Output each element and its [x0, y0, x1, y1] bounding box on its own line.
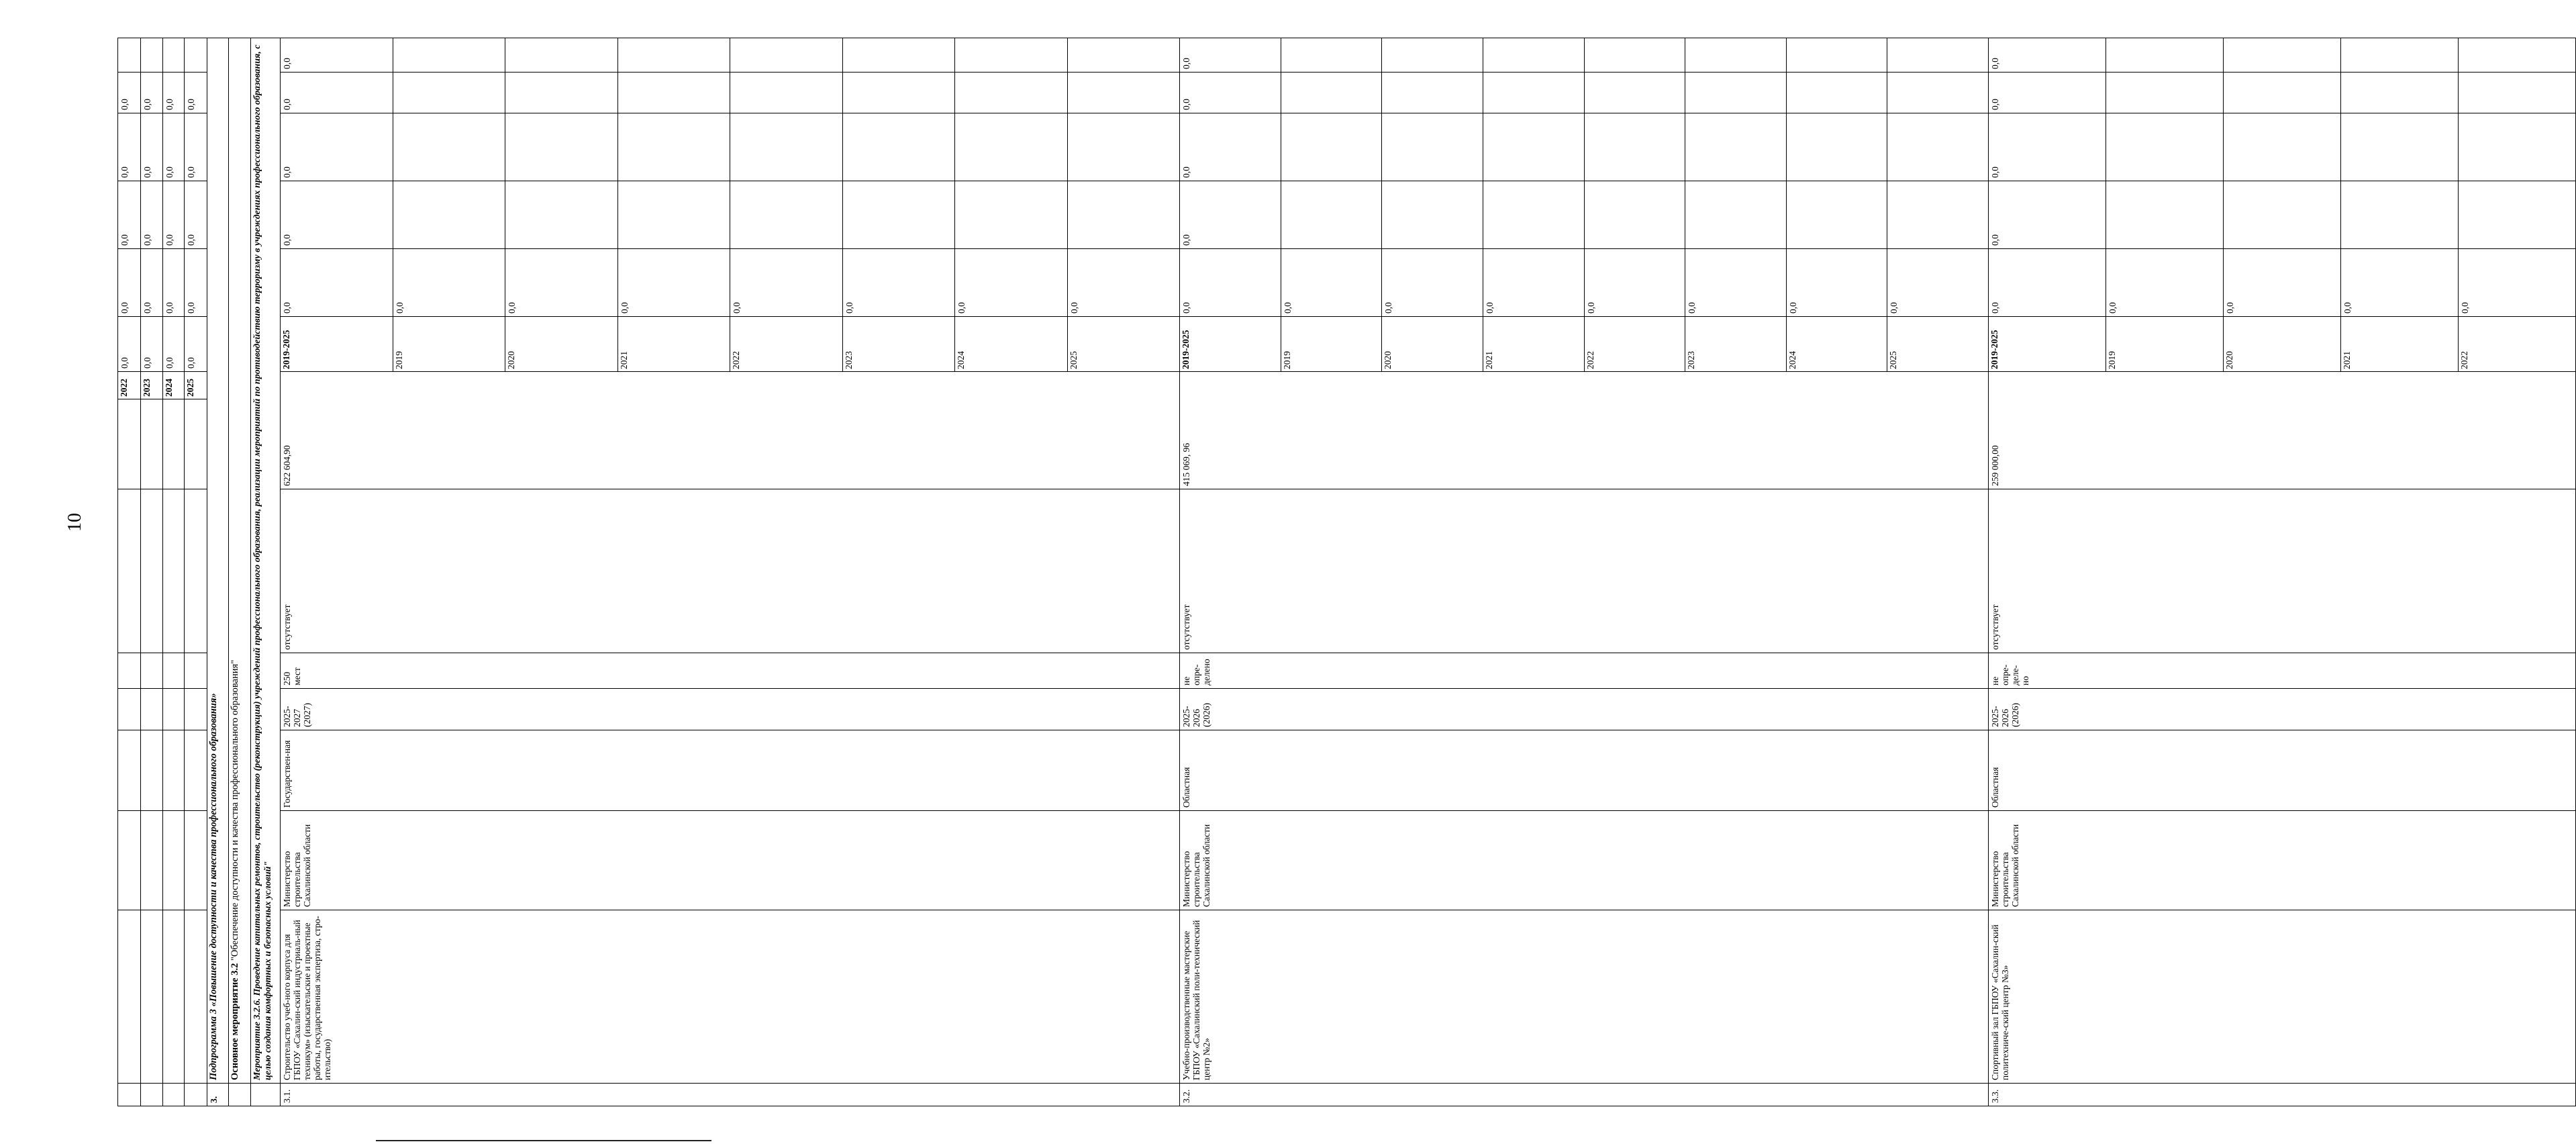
- empty-cell: [1281, 73, 1382, 113]
- empty-cell: [118, 38, 141, 73]
- empty-cell: [1281, 113, 1382, 181]
- empty-cell: [1584, 113, 1685, 181]
- value-cell: 0,0: [1281, 249, 1382, 317]
- value-cell: 0,0: [2459, 249, 2576, 317]
- value-cell: 0,0: [617, 249, 730, 317]
- program-table: [117, 38, 2576, 1106]
- empty-cell: [730, 113, 843, 181]
- empty-cell: [163, 38, 185, 73]
- empty-cell: [118, 689, 141, 730]
- table-row: [1989, 38, 2106, 1106]
- value-cell: 0,0: [1989, 181, 2106, 249]
- empty-cell: [1382, 73, 1483, 113]
- value-cell: 0,0: [1180, 38, 1281, 73]
- year-cell: 2025: [1067, 317, 1180, 372]
- empty-cell: [118, 730, 141, 811]
- empty-cell: [2224, 113, 2341, 181]
- empty-cell: [251, 1084, 281, 1106]
- value-cell: 0,0: [185, 249, 207, 317]
- year-cell: 2020: [505, 317, 618, 372]
- empty-cell: [141, 730, 163, 811]
- value-cell: 0,0: [281, 38, 393, 73]
- empty-cell: [141, 653, 163, 689]
- empty-cell: [163, 811, 185, 910]
- item-period: 2025-2026 (2026): [1989, 689, 2576, 730]
- value-cell: 0,0: [118, 317, 141, 372]
- event-row: [251, 38, 281, 1106]
- item-cost: 415 069, 96: [1180, 372, 1989, 489]
- empty-cell: [185, 489, 207, 653]
- value-cell: 0,0: [1786, 249, 1887, 317]
- page-number: 10: [64, 513, 85, 532]
- empty-cell: [2106, 38, 2224, 73]
- item-period: 2025-2027 (2027): [281, 689, 1180, 730]
- scan-artifact-line: [376, 1140, 711, 1141]
- empty-cell: [1685, 73, 1787, 113]
- item-name: Учебно-производственные мастерские ГБПОУ «Сахалинский поли-технический центр №2»: [1180, 910, 1989, 1084]
- item-cost: 259 000,00: [1989, 372, 2576, 489]
- empty-cell: [2341, 181, 2459, 249]
- empty-cell: [1584, 73, 1685, 113]
- item-ownership: Областная: [1180, 730, 1989, 811]
- empty-cell: [393, 38, 505, 73]
- empty-cell: [1281, 181, 1382, 249]
- item-number: 3.2.: [1180, 1084, 1989, 1106]
- item-cost: 622 604,90: [281, 372, 1180, 489]
- year-cell: 2023: [141, 372, 163, 399]
- year-cell: 2024: [955, 317, 1068, 372]
- value-cell: 0,0: [141, 317, 163, 372]
- year-cell: 2022: [1584, 317, 1685, 372]
- empty-cell: [2224, 73, 2341, 113]
- empty-cell: [2106, 181, 2224, 249]
- value-cell: 0,0: [185, 317, 207, 372]
- year-cell: 2025: [1887, 317, 1989, 372]
- empty-cell: [185, 38, 207, 73]
- empty-cell: [1483, 113, 1584, 181]
- empty-cell: [229, 1084, 251, 1106]
- empty-cell: [955, 38, 1068, 73]
- year-cell: 2019: [393, 317, 505, 372]
- year-cell: 2022: [118, 372, 141, 399]
- empty-cell: [2341, 113, 2459, 181]
- item-number: 3.3.: [1989, 1084, 2576, 1106]
- empty-cell: [1786, 73, 1887, 113]
- empty-cell: [141, 38, 163, 73]
- empty-cell: [505, 113, 618, 181]
- value-cell: 0,0: [141, 249, 163, 317]
- year-cell: 2024: [163, 372, 185, 399]
- main-event-title: [229, 38, 251, 1084]
- item-executor: Министерство строительства Сахалинской области: [1180, 811, 1989, 910]
- table-row: [281, 38, 393, 1106]
- item-executor: Министерство строительства Сахалинской области: [281, 811, 1180, 910]
- item-name: Спортивный зал ГБПОУ «Сахалин-ский политехниче-ский центр №3»: [1989, 910, 2576, 1084]
- empty-cell: [1685, 181, 1787, 249]
- subprogram-title-text: Подпрограмма 3 «Повышение доступности и качества профессионального образования»: [208, 693, 219, 1080]
- value-cell: 0,0: [1180, 73, 1281, 113]
- empty-cell: [393, 113, 505, 181]
- year-cell: 2019-2025: [1989, 317, 2106, 372]
- year-cell: 2019-2025: [1180, 317, 1281, 372]
- subprogram-number: 3.: [207, 1084, 229, 1106]
- year-cell: 2019-2025: [281, 317, 393, 372]
- year-cell: 2024: [1786, 317, 1887, 372]
- value-cell: 0,0: [1382, 249, 1483, 317]
- event-title: [251, 38, 281, 1084]
- empty-cell: [1067, 181, 1180, 249]
- empty-cell: [1281, 38, 1382, 73]
- empty-cell: [1786, 181, 1887, 249]
- empty-cell: [1786, 38, 1887, 73]
- empty-cell: [2106, 113, 2224, 181]
- year-cell: 2021: [1483, 317, 1584, 372]
- empty-cell: [118, 653, 141, 689]
- main-event-row: [229, 38, 251, 1106]
- value-cell: 0,0: [1989, 249, 2106, 317]
- empty-cell: [1584, 181, 1685, 249]
- item-status: отсутствует: [1180, 489, 1989, 653]
- empty-cell: [1685, 113, 1787, 181]
- empty-cell: [2341, 38, 2459, 73]
- table-row: [118, 38, 141, 1106]
- year-cell: 2020: [1382, 317, 1483, 372]
- subprogram-title: [207, 38, 229, 1084]
- empty-cell: [1887, 113, 1989, 181]
- empty-cell: [617, 73, 730, 113]
- value-cell: 0,0: [118, 249, 141, 317]
- value-cell: 0,0: [185, 113, 207, 181]
- value-cell: 0,0: [163, 181, 185, 249]
- empty-cell: [505, 73, 618, 113]
- value-cell: 0,0: [505, 249, 618, 317]
- empty-cell: [1887, 73, 1989, 113]
- value-cell: 0,0: [185, 73, 207, 113]
- year-cell: 2022: [2459, 317, 2576, 372]
- value-cell: 0,0: [842, 249, 955, 317]
- item-status: отсутствует: [281, 489, 1180, 653]
- empty-cell: [185, 653, 207, 689]
- empty-cell: [141, 1084, 163, 1106]
- item-ownership: Государствен-ная: [281, 730, 1180, 811]
- item-ownership: Областная: [1989, 730, 2576, 811]
- empty-cell: [2224, 38, 2341, 73]
- item-name: Строительство учеб-ного корпуса для ГБПОУ «Сахалин-ский индустриаль-ный техникум» (изыскательские и проектные работы, государственная экспертиза, стро-ительство): [281, 910, 1180, 1084]
- empty-cell: [1887, 38, 1989, 73]
- value-cell: 0,0: [730, 249, 843, 317]
- value-cell: 0,0: [281, 181, 393, 249]
- empty-cell: [1483, 73, 1584, 113]
- empty-cell: [1067, 113, 1180, 181]
- empty-cell: [1382, 181, 1483, 249]
- empty-cell: [185, 689, 207, 730]
- value-cell: 0,0: [955, 249, 1068, 317]
- value-cell: 0,0: [1989, 113, 2106, 181]
- value-cell: 0,0: [1989, 38, 2106, 73]
- main-event-prefix: Основное мероприятие 3.2: [230, 961, 240, 1080]
- item-executor: Министерство строительства Сахалинской области: [1989, 811, 2576, 910]
- empty-cell: [118, 910, 141, 1084]
- empty-cell: [2459, 73, 2576, 113]
- value-cell: 0,0: [118, 113, 141, 181]
- empty-cell: [163, 653, 185, 689]
- subprogram-row: [207, 38, 229, 1106]
- year-cell: 2019: [2106, 317, 2224, 372]
- empty-cell: [842, 38, 955, 73]
- value-cell: 0,0: [1180, 249, 1281, 317]
- value-cell: 0,0: [281, 73, 393, 113]
- empty-cell: [2459, 38, 2576, 73]
- value-cell: 0,0: [281, 249, 393, 317]
- item-capacity: не опре-делено: [1180, 653, 1989, 689]
- value-cell: 0,0: [163, 73, 185, 113]
- empty-cell: [1786, 113, 1887, 181]
- year-cell: 2020: [2224, 317, 2341, 372]
- year-cell: 2021: [2341, 317, 2459, 372]
- empty-cell: [185, 730, 207, 811]
- empty-cell: [185, 399, 207, 489]
- empty-cell: [955, 73, 1068, 113]
- item-status: отсутствует: [1989, 489, 2576, 653]
- year-cell: 2019: [1281, 317, 1382, 372]
- empty-cell: [842, 181, 955, 249]
- value-cell: 0,0: [2224, 249, 2341, 317]
- empty-cell: [1067, 73, 1180, 113]
- empty-cell: [1887, 181, 1989, 249]
- main-event-text: "Обеспечение доступности и качества профессионального образования": [230, 659, 240, 961]
- empty-cell: [505, 181, 618, 249]
- value-cell: 0,0: [163, 249, 185, 317]
- empty-cell: [163, 1084, 185, 1106]
- value-cell: 0,0: [2106, 249, 2224, 317]
- empty-cell: [730, 73, 843, 113]
- table-row: [163, 38, 185, 1106]
- value-cell: 0,0: [141, 181, 163, 249]
- empty-cell: [118, 1084, 141, 1106]
- empty-cell: [2224, 181, 2341, 249]
- empty-cell: [842, 73, 955, 113]
- value-cell: 0,0: [118, 181, 141, 249]
- empty-cell: [955, 113, 1068, 181]
- empty-cell: [393, 73, 505, 113]
- empty-cell: [2459, 113, 2576, 181]
- value-cell: 0,0: [163, 113, 185, 181]
- empty-cell: [163, 910, 185, 1084]
- empty-cell: [1067, 38, 1180, 73]
- empty-cell: [393, 181, 505, 249]
- value-cell: 0,0: [1989, 73, 2106, 113]
- table-row: [1180, 38, 1281, 1106]
- value-cell: 0,0: [1584, 249, 1685, 317]
- empty-cell: [118, 399, 141, 489]
- empty-cell: [163, 489, 185, 653]
- empty-cell: [141, 399, 163, 489]
- year-cell: 2023: [1685, 317, 1787, 372]
- value-cell: 0,0: [141, 73, 163, 113]
- rotated-document: [117, 38, 2470, 1106]
- empty-cell: [141, 489, 163, 653]
- empty-cell: [1382, 113, 1483, 181]
- value-cell: 0,0: [118, 73, 141, 113]
- year-cell: 2025: [185, 372, 207, 399]
- value-cell: 0,0: [1887, 249, 1989, 317]
- event-title-text: Мероприятие 3.2.6. Проведение капитальных ремонтов, строительство (реконструкция) учреждений профессионального образования, реализации мероприятий по противодействию терроризму в учреждениях профессионального образования, с целью создания комфортных и безопасных условий": [252, 44, 273, 1080]
- empty-cell: [1685, 38, 1787, 73]
- empty-cell: [141, 811, 163, 910]
- table-row: [141, 38, 163, 1106]
- item-number: 3.1.: [281, 1084, 1180, 1106]
- value-cell: 0,0: [141, 113, 163, 181]
- value-cell: 0,0: [2341, 249, 2459, 317]
- empty-cell: [730, 38, 843, 73]
- empty-cell: [163, 730, 185, 811]
- empty-cell: [1382, 38, 1483, 73]
- value-cell: 0,0: [185, 181, 207, 249]
- empty-cell: [141, 910, 163, 1084]
- value-cell: 0,0: [1180, 181, 1281, 249]
- empty-cell: [185, 1084, 207, 1106]
- empty-cell: [118, 489, 141, 653]
- value-cell: 0,0: [1483, 249, 1584, 317]
- empty-cell: [842, 113, 955, 181]
- empty-cell: [185, 910, 207, 1084]
- empty-cell: [163, 689, 185, 730]
- table-row: [185, 38, 207, 1106]
- empty-cell: [1483, 181, 1584, 249]
- empty-cell: [617, 38, 730, 73]
- item-capacity: 250 мест: [281, 653, 1180, 689]
- item-capacity: не опре-деле-но: [1989, 653, 2576, 689]
- empty-cell: [163, 399, 185, 489]
- year-cell: 2021: [617, 317, 730, 372]
- empty-cell: [617, 181, 730, 249]
- empty-cell: [955, 181, 1068, 249]
- value-cell: 0,0: [1180, 113, 1281, 181]
- empty-cell: [730, 181, 843, 249]
- year-cell: 2023: [842, 317, 955, 372]
- value-cell: 0,0: [393, 249, 505, 317]
- empty-cell: [141, 689, 163, 730]
- empty-cell: [617, 113, 730, 181]
- value-cell: 0,0: [163, 317, 185, 372]
- empty-cell: [1483, 38, 1584, 73]
- empty-cell: [118, 811, 141, 910]
- value-cell: 0,0: [1067, 249, 1180, 317]
- value-cell: 0,0: [1685, 249, 1787, 317]
- empty-cell: [2459, 181, 2576, 249]
- item-period: 2025-2026 (2026): [1180, 689, 1989, 730]
- empty-cell: [185, 811, 207, 910]
- year-cell: 2022: [730, 317, 843, 372]
- empty-cell: [1584, 38, 1685, 73]
- empty-cell: [2106, 73, 2224, 113]
- value-cell: 0,0: [281, 113, 393, 181]
- empty-cell: [505, 38, 618, 73]
- empty-cell: [2341, 73, 2459, 113]
